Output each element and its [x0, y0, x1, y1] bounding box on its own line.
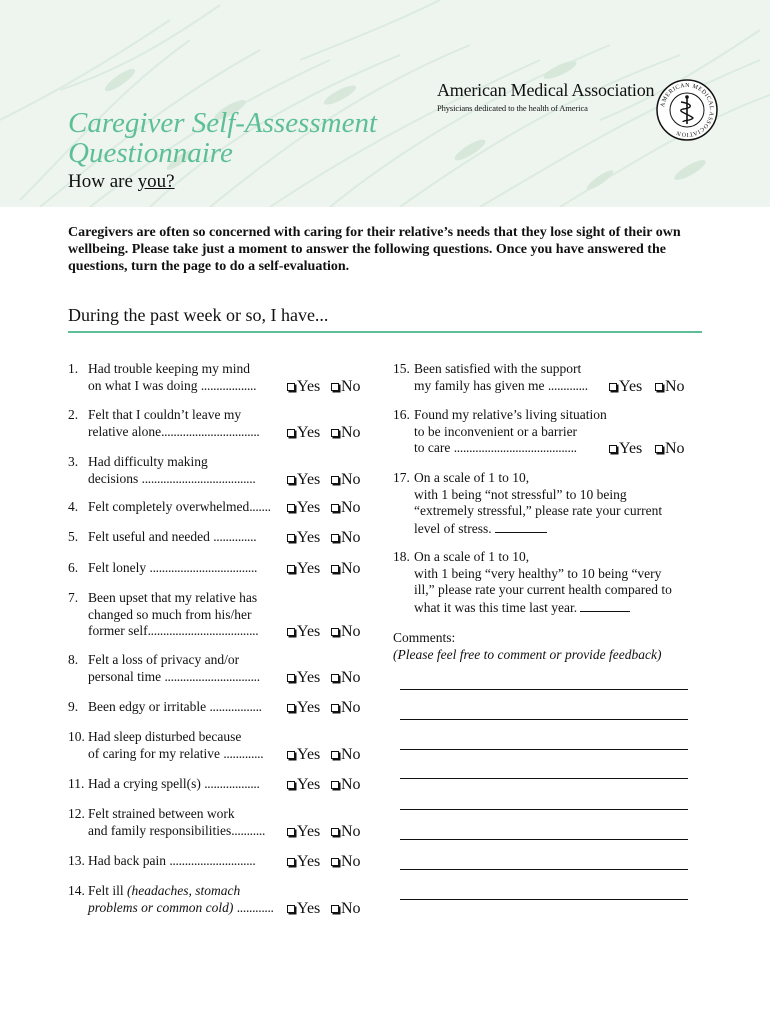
question-line	[88, 499, 271, 516]
yes-checkbox[interactable]	[287, 429, 295, 437]
question-line	[414, 470, 662, 487]
question-line-text: Felt completely overwhelmed	[88, 499, 250, 514]
question-number: 17.	[393, 470, 410, 485]
question-line	[414, 599, 672, 617]
question-number: 9.	[68, 699, 79, 714]
question-number: 3.	[68, 454, 79, 469]
comment-line[interactable]	[400, 869, 688, 870]
question-line-text: Felt useful and needed	[88, 529, 214, 544]
yes-option[interactable]	[609, 440, 642, 458]
question-text	[88, 853, 255, 870]
yes-checkbox[interactable]	[287, 905, 295, 913]
yes-label: Yes	[297, 853, 321, 870]
question-number: 4.	[68, 499, 79, 514]
question-number: 8.	[68, 652, 79, 667]
question-text	[414, 549, 672, 616]
question-line	[414, 407, 607, 424]
question-line-text: former self	[88, 623, 148, 638]
question-number: 18.	[393, 549, 410, 564]
no-checkbox[interactable]	[655, 383, 663, 391]
question-line	[88, 590, 258, 607]
question-line	[88, 776, 260, 793]
no-label: No	[665, 440, 685, 457]
yes-checkbox[interactable]	[609, 383, 617, 391]
question-number: 13.	[68, 853, 85, 868]
no-option[interactable]	[331, 471, 361, 489]
question-line	[88, 729, 263, 746]
yes-checkbox[interactable]	[609, 445, 617, 453]
yes-label: Yes	[619, 440, 643, 457]
comment-line[interactable]	[400, 778, 688, 779]
no-label: No	[341, 623, 361, 640]
question-line	[88, 900, 274, 917]
question-line-text: problems or common cold)	[88, 899, 237, 915]
dot-leader: ................................	[161, 423, 260, 439]
yes-label: Yes	[619, 377, 643, 395]
question-line	[88, 378, 256, 395]
no-label: No	[341, 745, 361, 763]
question-text	[88, 806, 265, 839]
comment-line[interactable]	[400, 749, 688, 750]
yes-option[interactable]	[287, 823, 320, 841]
title-line-2: Questionnaire	[68, 137, 233, 169]
question-number: 1.	[68, 361, 79, 376]
yes-option[interactable]	[287, 529, 320, 547]
no-option[interactable]	[331, 853, 361, 871]
no-checkbox[interactable]	[331, 858, 339, 866]
question-number: 10.	[68, 729, 85, 744]
question-line	[88, 560, 257, 577]
no-label: No	[341, 776, 361, 793]
question-line-text: of caring for my relative	[88, 745, 224, 761]
no-option[interactable]	[331, 499, 361, 517]
question-line	[88, 623, 258, 640]
dot-leader: .....................................	[141, 470, 256, 486]
question-line-text: Found my relative’s living situation	[414, 407, 607, 422]
yes-checkbox[interactable]	[287, 504, 295, 512]
comment-line[interactable]	[400, 719, 688, 720]
question-line-text: Had back pain	[88, 853, 170, 868]
yes-option[interactable]	[287, 378, 320, 396]
question-text	[414, 407, 607, 457]
question-line-text: Been edgy or irritable	[88, 699, 210, 714]
question-line-text: Felt a loss of privacy and/or	[88, 652, 240, 667]
question-text	[88, 361, 256, 394]
question-line	[88, 746, 263, 763]
no-option[interactable]	[655, 440, 685, 458]
yes-option[interactable]	[609, 378, 642, 396]
yes-label: Yes	[297, 899, 321, 917]
comment-line[interactable]	[400, 899, 688, 900]
yes-option[interactable]	[287, 560, 320, 578]
comment-line[interactable]	[400, 839, 688, 840]
no-option[interactable]	[331, 529, 361, 547]
question-line-text: level of stress.	[414, 520, 495, 536]
comment-line[interactable]	[400, 809, 688, 810]
question-line-text: Been satisfied with the support	[414, 361, 582, 376]
question-line	[88, 424, 260, 441]
question-line	[88, 529, 256, 546]
dot-leader: ..................	[204, 776, 260, 791]
dot-leader: .................	[209, 699, 262, 714]
question-line-text: with 1 being “very healthy” to 10 being “very	[414, 565, 662, 581]
dot-leader: ...........	[231, 822, 266, 838]
subtitle	[68, 171, 175, 193]
no-checkbox[interactable]	[331, 905, 339, 913]
question-line	[88, 607, 258, 624]
yes-option[interactable]	[287, 424, 320, 442]
yes-option[interactable]	[287, 699, 320, 717]
question-line	[88, 407, 260, 424]
yes-option[interactable]	[287, 499, 320, 517]
yes-label: Yes	[297, 623, 321, 640]
yes-checkbox[interactable]	[287, 565, 295, 573]
question-number: 16.	[393, 407, 410, 422]
no-label: No	[341, 822, 361, 840]
yes-checkbox[interactable]	[287, 534, 295, 542]
question-number: 14.	[68, 883, 85, 898]
yes-label: Yes	[297, 470, 321, 488]
question-line-text: personal time	[88, 668, 165, 684]
no-option[interactable]	[331, 776, 361, 794]
yes-option[interactable]	[287, 900, 320, 918]
no-option[interactable]	[331, 746, 361, 764]
dot-leader: ............	[236, 899, 274, 915]
dot-leader: ..................	[200, 377, 257, 393]
question-line-text: On a scale of 1 to 10,	[414, 549, 530, 564]
yes-label: Yes	[297, 423, 321, 441]
question-text	[88, 590, 258, 640]
question-line	[88, 652, 260, 669]
question-line	[88, 454, 255, 471]
dot-leader: ..............	[213, 529, 257, 544]
no-checkbox[interactable]	[331, 383, 339, 391]
question-text	[88, 699, 262, 716]
no-label: No	[341, 377, 361, 395]
question-line-text: and family responsibilities	[88, 822, 232, 838]
yes-label: Yes	[297, 529, 321, 546]
section-divider	[68, 331, 702, 333]
subtitle-emphasis: you?	[137, 171, 175, 192]
no-checkbox[interactable]	[331, 429, 339, 437]
no-checkbox[interactable]	[331, 674, 339, 682]
question-line-text: Felt lonely	[88, 560, 150, 575]
yes-checkbox[interactable]	[287, 751, 295, 759]
question-line-text: relative alone	[88, 423, 162, 439]
dot-leader: .............	[547, 377, 588, 393]
question-number: 12.	[68, 806, 85, 821]
no-option[interactable]	[331, 900, 361, 918]
no-option[interactable]	[331, 560, 361, 578]
yes-option[interactable]	[287, 669, 320, 687]
question-line	[88, 853, 255, 870]
section-heading: During the past week or so, I have...	[68, 305, 329, 325]
yes-option[interactable]	[287, 853, 320, 871]
no-checkbox[interactable]	[331, 534, 339, 542]
question-text	[88, 729, 263, 762]
yes-checkbox[interactable]	[287, 858, 295, 866]
no-label: No	[341, 853, 361, 870]
no-checkbox[interactable]	[655, 445, 663, 453]
question-line-text: to be inconvenient or a barrier	[414, 423, 578, 439]
dot-leader: ........................................	[453, 440, 577, 455]
organization-name: American Medical Association	[437, 80, 655, 100]
question-text	[414, 361, 588, 394]
question-line	[88, 669, 260, 686]
no-label: No	[341, 423, 361, 441]
question-line	[414, 520, 662, 538]
no-label: No	[341, 499, 361, 516]
question-line	[414, 424, 607, 441]
no-label: No	[665, 377, 685, 395]
question-line-text: Felt strained between work	[88, 806, 235, 821]
question-line	[88, 883, 274, 900]
question-text	[414, 470, 662, 537]
no-label: No	[341, 529, 361, 546]
no-option[interactable]	[331, 424, 361, 442]
question-line-text: “extremely stressful,” please rate your current	[414, 503, 663, 518]
question-line	[414, 440, 607, 457]
question-line	[88, 361, 256, 378]
question-line	[414, 503, 662, 520]
yes-checkbox[interactable]	[287, 383, 295, 391]
comments-section	[393, 629, 662, 663]
question-line-text: changed so much from his/her	[88, 606, 252, 622]
yes-checkbox[interactable]	[287, 476, 295, 484]
yes-label: Yes	[297, 377, 321, 395]
question-line-text: Had trouble keeping my mind	[88, 361, 250, 376]
answer-blank[interactable]	[495, 520, 547, 533]
dot-leader: ............................	[169, 853, 256, 868]
question-text	[88, 454, 255, 487]
comments-hint: (Please feel free to comment or provide feedback)	[393, 647, 662, 662]
no-label: No	[341, 699, 361, 716]
header-band	[0, 0, 770, 207]
question-line-text: Had difficulty making	[88, 454, 208, 469]
comment-line[interactable]	[400, 689, 688, 690]
yes-option[interactable]	[287, 471, 320, 489]
yes-label: Yes	[297, 745, 321, 763]
question-text	[88, 883, 274, 916]
question-text	[88, 499, 271, 516]
yes-checkbox[interactable]	[287, 628, 295, 636]
question-line-text: what it was this time last year.	[414, 599, 581, 615]
no-option[interactable]	[331, 623, 361, 641]
question-line	[414, 378, 588, 395]
dot-leader: .............	[223, 745, 264, 761]
yes-label: Yes	[297, 699, 321, 716]
yes-option[interactable]	[287, 746, 320, 764]
title-line-1: Caregiver Self-Assessment	[68, 107, 378, 139]
question-line-text: Been upset that my relative has	[88, 590, 258, 605]
organization-tagline: Physicians dedicated to the health of America	[437, 103, 588, 113]
question-text	[88, 529, 256, 546]
question-text	[88, 407, 260, 440]
question-line-text: Had sleep disturbed because	[88, 729, 242, 744]
yes-checkbox[interactable]	[287, 674, 295, 682]
question-line-text: to care	[414, 440, 454, 455]
yes-label: Yes	[297, 499, 321, 516]
question-line	[414, 566, 672, 583]
question-line	[414, 549, 672, 566]
no-checkbox[interactable]	[331, 476, 339, 484]
no-checkbox[interactable]	[331, 751, 339, 759]
question-number: 5.	[68, 529, 79, 544]
no-option[interactable]	[331, 699, 361, 717]
no-option[interactable]	[331, 669, 361, 687]
yes-checkbox[interactable]	[287, 781, 295, 789]
question-line-text: on what I was doing	[88, 377, 201, 393]
question-line-text: Had a crying spell(s)	[88, 776, 205, 791]
question-line-text: decisions	[88, 470, 142, 486]
answer-blank[interactable]	[580, 599, 630, 612]
question-line	[88, 823, 265, 840]
ama-seal-logo	[655, 78, 719, 142]
no-checkbox[interactable]	[331, 781, 339, 789]
question-number: 15.	[393, 361, 410, 376]
no-label: No	[341, 470, 361, 488]
question-line-text: Felt that I couldn’t leave my	[88, 407, 242, 422]
question-line	[88, 806, 265, 823]
no-option[interactable]	[655, 378, 685, 396]
question-line	[414, 582, 672, 599]
dot-leader: ....................................	[147, 623, 259, 638]
comments-label: Comments:	[393, 630, 456, 645]
svg-text:AMERICAN MEDICAL ASSOCIATION: AMERICAN MEDICAL ASSOCIATION	[660, 82, 715, 138]
intro-paragraph: Caregivers are often so concerned with caring for their relative’s needs that they lose sight of their own wellbeing. Please take just a moment to answer the following questions. Once you have answered the questions, turn the page to do a self-evaluation.	[68, 225, 681, 274]
no-label: No	[341, 560, 361, 577]
yes-label: Yes	[297, 776, 321, 793]
question-number: 6.	[68, 560, 79, 575]
question-line-text: On a scale of 1 to 10,	[414, 470, 530, 485]
no-option[interactable]	[331, 823, 361, 841]
no-checkbox[interactable]	[331, 504, 339, 512]
question-line-text: my family has given me	[414, 377, 548, 393]
no-checkbox[interactable]	[331, 628, 339, 636]
dot-leader: ...................................	[149, 560, 258, 575]
no-label: No	[341, 899, 361, 917]
question-line	[88, 471, 255, 488]
no-option[interactable]	[331, 378, 361, 396]
yes-checkbox[interactable]	[287, 704, 295, 712]
yes-option[interactable]	[287, 623, 320, 641]
question-text	[88, 652, 260, 685]
yes-checkbox[interactable]	[287, 828, 295, 836]
no-label: No	[341, 668, 361, 686]
subtitle-prefix: How are	[68, 171, 138, 192]
question-number: 7.	[68, 590, 79, 605]
question-italic-text: (headaches, stomach	[127, 883, 241, 898]
yes-label: Yes	[297, 668, 321, 686]
page-title	[68, 108, 428, 168]
no-checkbox[interactable]	[331, 565, 339, 573]
dot-leader: ...............................	[164, 668, 260, 684]
question-number: 2.	[68, 407, 79, 422]
yes-label: Yes	[297, 822, 321, 840]
question-text	[88, 776, 260, 793]
question-line-text: Felt ill	[88, 883, 128, 898]
question-line-text: with 1 being “not stressful” to 10 being	[414, 486, 627, 502]
question-line	[88, 699, 262, 716]
question-text	[88, 560, 257, 577]
dot-leader: .......	[249, 499, 271, 514]
yes-label: Yes	[297, 560, 321, 577]
question-line	[414, 487, 662, 504]
question-number: 11.	[68, 776, 85, 791]
question-line	[414, 361, 588, 378]
yes-option[interactable]	[287, 776, 320, 794]
no-checkbox[interactable]	[331, 704, 339, 712]
no-checkbox[interactable]	[331, 828, 339, 836]
question-line-text: ill,” please rate your current health compared to	[414, 582, 672, 597]
